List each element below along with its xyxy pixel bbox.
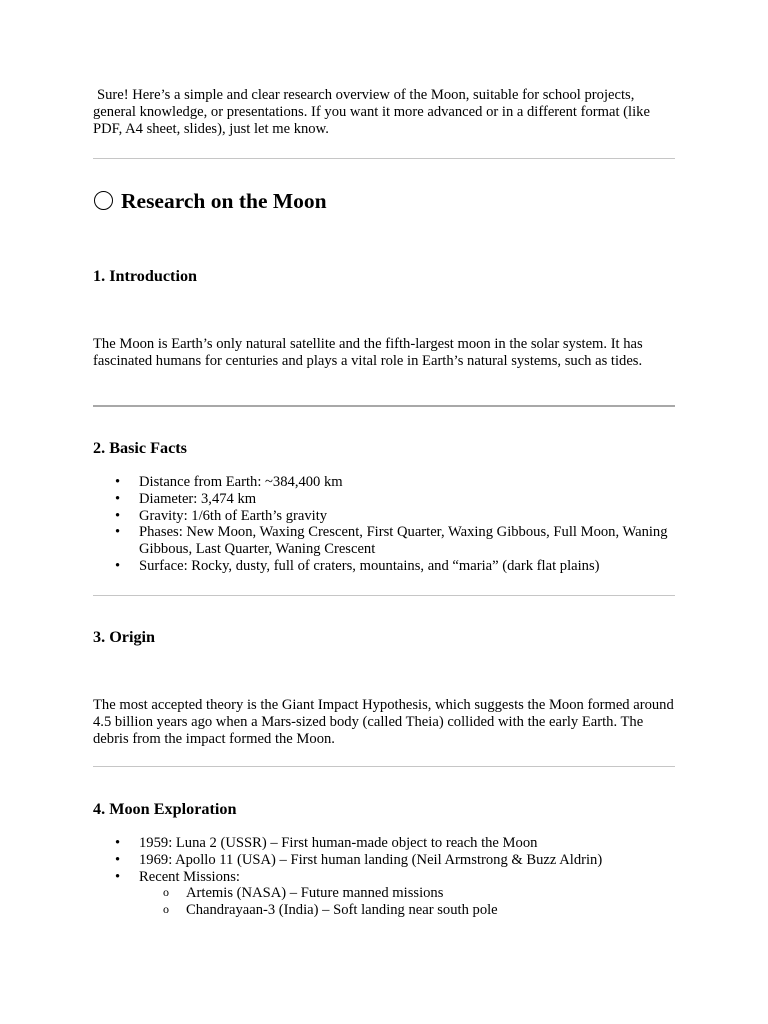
divider <box>93 158 675 159</box>
section-heading-exploration: 4. Moon Exploration <box>93 800 237 818</box>
list-item: • Surface: Rocky, dusty, full of craters, mountains, and “maria” (dark flat plains) <box>93 558 675 575</box>
list-item: • 1959: Luna 2 (USSR) – First human-made object to reach the Moon <box>93 835 675 852</box>
list-item: • Gravity: 1/6th of Earth’s gravity <box>93 508 675 525</box>
list-item: • Phases: New Moon, Waxing Crescent, First Quarter, Waxing Gibbous, Full Moon, Waning Gibbous, Last Quarter, Waning Crescent <box>93 524 675 558</box>
origin-text: The most accepted theory is the Giant Impact Hypothesis, which suggests the Moon formed around 4.5 billion years ago when a Mars-sized body (called Theia) collided with the early Earth. The debris from the impact formed the Moon. <box>93 697 674 747</box>
sub-list-item: o Chandrayaan-3 (India) – Soft landing near south pole <box>139 902 675 919</box>
basic-facts-list <box>93 474 675 575</box>
list-item-label: Recent Missions: <box>139 868 240 885</box>
list-item: • 1969: Apollo 11 (USA) – First human landing (Neil Armstrong & Buzz Aldrin) <box>93 852 675 869</box>
section-heading-origin: 3. Origin <box>93 628 156 646</box>
divider <box>93 405 675 407</box>
list-item: • Diameter: 3,474 km <box>93 491 675 508</box>
introduction-text: The Moon is Earth’s only natural satellite and the fifth-largest moon in the solar system. It has fascinated humans for centuries and plays a vital role in Earth’s natural systems, such as tides. <box>93 336 643 369</box>
intro-note: Sure! Here’s a simple and clear research overview of the Moon, suitable for school projects, general knowledge, or presentations. If you want it more advanced or in a different format (like PDF, A4 sheet, slides), just let me know. <box>93 87 650 137</box>
list-item: • Distance from Earth: ~384,400 km <box>93 474 675 491</box>
section-heading-introduction: 1. Introduction <box>93 267 198 285</box>
list-item <box>93 869 675 919</box>
page-title-text: Research on the Moon <box>121 189 327 213</box>
page-title <box>93 186 327 216</box>
divider <box>93 595 675 596</box>
recent-missions-list <box>139 885 675 919</box>
section-heading-basic-facts: 2. Basic Facts <box>93 439 187 457</box>
divider <box>93 766 675 767</box>
exploration-list <box>93 835 675 919</box>
sub-list-item: o Artemis (NASA) – Future manned missions <box>139 885 675 902</box>
white-circle-icon <box>94 191 113 210</box>
